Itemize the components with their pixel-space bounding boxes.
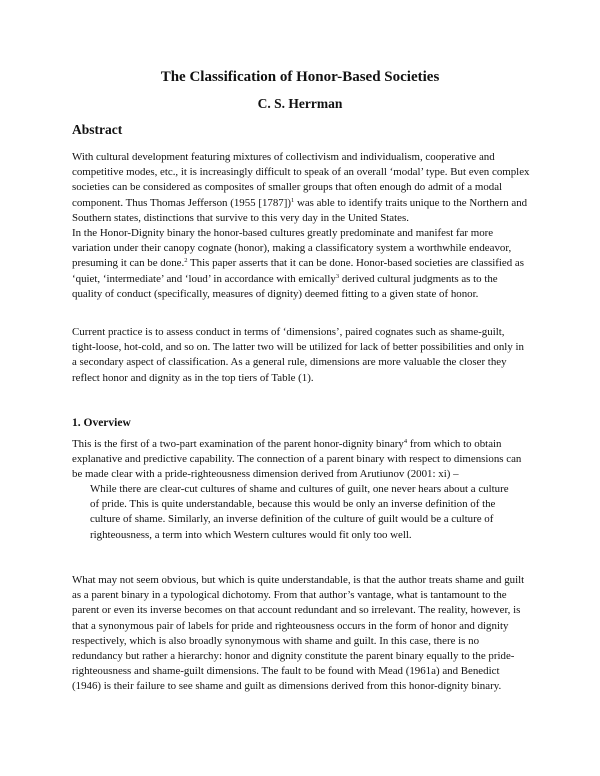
block-quote: While there are clear-cut cultures of shame and cultures of guilt, one never hears about a culture of pride. This is quite understandable, because this would be only an inverse definition of the culture of shame. Similarly, an inverse definition of the culture of guilt would be a culture of righteousness, a term into which Western cultures would fit only too well. — [90, 483, 509, 541]
footnote-ref-1[interactable]: 1 — [291, 196, 295, 204]
abstract-heading: Abstract — [72, 122, 123, 137]
footnote-ref-3[interactable]: 3 — [335, 272, 340, 280]
paper-author: C. S. Herrman — [257, 96, 343, 111]
overview-paragraph-2: What may not seem obvious, but which is quite understandable, is that the author treats shame and guilt as a parent binary in a typological dichotomy. From that author’s vantage, what is tantamount to the parent or even its inverse becomes on that account redundant and so irrelevant. The reality, however, is that a synonymous pair of labels for pride and righteousness occurs in the form of honor and dignity respectively, which is also broadly synonymous with shame and guilt. In this case, there is no redundancy but rather a hierarchy: honor and dignity constitute the parent binary equally to the pride-righteousness and shame-guilt dimensions. The fault to be found with Mead (1961a) and Benedict (1946) is their failure to see shame and guilt as dimensions derived from this honor-dignity binary. — [72, 574, 525, 693]
paper-title: The Classification of Honor-Based Societies — [160, 69, 440, 85]
abstract-paragraph-2 — [72, 226, 530, 302]
footnote-ref-2[interactable]: 2 — [184, 257, 188, 265]
footnote-ref-4[interactable]: 4 — [403, 438, 408, 445]
overview-paragraph-1 — [72, 437, 530, 483]
abstract-paragraph-1 — [72, 150, 530, 226]
text-span: This is the first of a two-part examination of the parent honor-dignity binary — [72, 438, 404, 450]
text-span: With cultural development featuring mixtures of collectivism and individualism, cooperative and competitive modes, etc., it is increasingly difficult to speak of an overall ‘modal’ type. But even complex societies can be considered as composites of smaller groups that often enough do admit of a modal component. Thus Thomas Jefferson (1955 [1787]) — [72, 151, 530, 209]
text-span: derived cultural judgments as to the quality of conduct (specifically, measures of dignity) deemed fitting to a given state of honor. — [72, 272, 498, 300]
section-heading-overview: 1. Overview — [72, 417, 131, 429]
text-span: from which to obtain explanative and predictive capability. The connection of a parent binary with respect to dimensions can be made clear with a pride-righteousness dimension derived from Arutiunov (2001: xi) – — [72, 438, 522, 481]
text-span: was able to identify traits unique to the Northern and Southern states, distinctions that survive to this very day in the United States. — [72, 196, 528, 224]
text-span: In the Honor-Dignity binary the honor-based cultures greatly predominate and manifest far more variation under their canopy cognate (honor), making a classificatory system a worthwhile endeavor, presuming it can be done. — [72, 227, 512, 270]
text-span: This paper asserts that it can be done. Honor-based societies are classified as ‘quiet, ‘intermediate’ and ‘loud’ in accordance with emically — [72, 257, 524, 285]
abstract-paragraph-3: Current practice is to assess conduct in terms of ‘dimensions’, paired cognates such as shame-guilt, tight-loose, hot-cold, and so on. The latter two will be utilized for lack of better possibilities and only in a secondary aspect of classification. As a general rule, dimensions are more valuable the closer they reflect honor and dignity as in the top tiers of Table (1). — [72, 326, 524, 384]
